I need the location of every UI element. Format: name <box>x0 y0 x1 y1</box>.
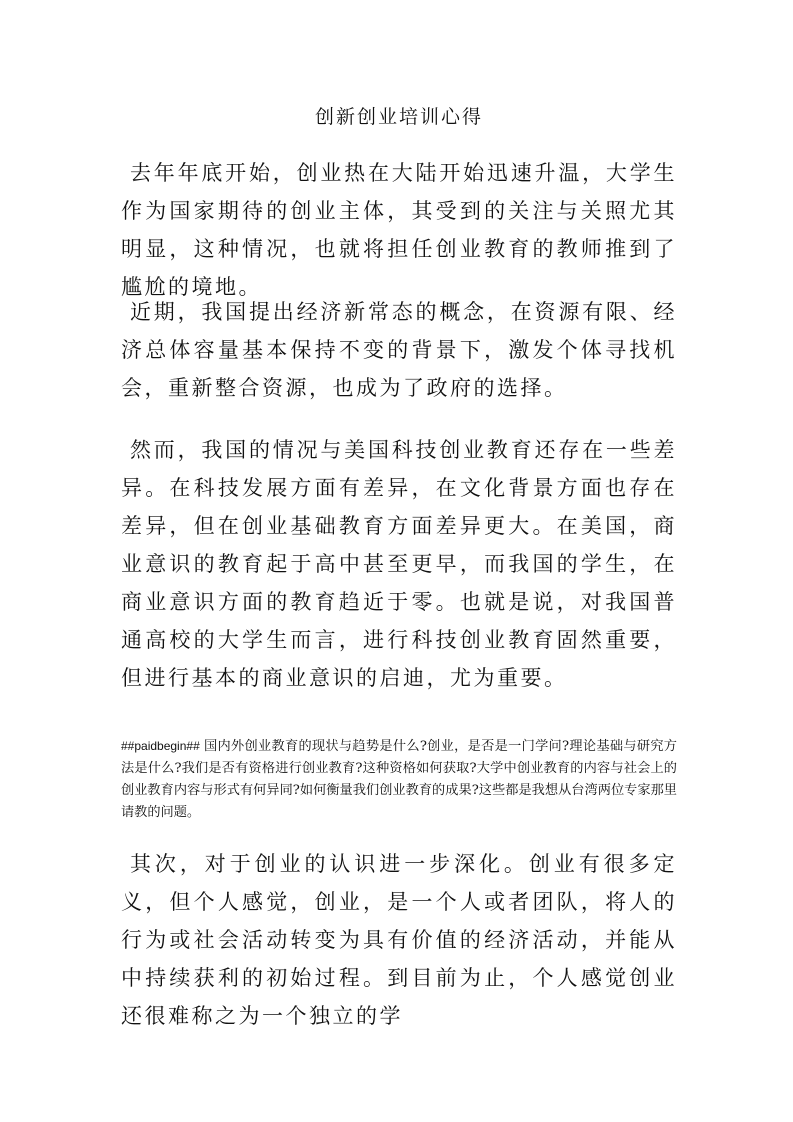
paid-begin-marker: ##paidbegin## <box>121 739 200 753</box>
document-title: 创新创业培训心得 <box>314 106 483 128</box>
small-print-paragraph <box>121 735 677 824</box>
small-print-text: 国内外创业教育的现状与趋势是什么?创业，是否是一门学问?理论基础与研究方法是什么?我们是否有资格进行创业教育?这种资格如何获取?大学中创业教育的内容与社会上的创业教育内容与形式有何异同?如何衡量我们创业教育的成果?这些都是我想从台湾两位专家那里请教的问题。 <box>121 739 677 820</box>
paragraph-4: 其次，对于创业的认识进一步深化。创业有很多定义，但个人感觉，创业，是一个人或者团队，将人的行为或社会活动转变为具有价值的经济活动，并能从中持续获利的初始过程。到目前为止，个人感觉创业还很难称之为一个独立的学 <box>121 852 677 1028</box>
paragraph-3: 然而，我国的情况与美国科技创业教育还存在一些差异。在科技发展方面有差异，在文化背景方面也存在差异，但在创业基础教育方面差异更大。在美国，商业意识的教育起于高中甚至更早，而我国的学生，在商业意识方面的教育趋近于零。也就是说，对我国普通高校的大学生而言，进行科技创业教育固然重要，但进行基本的商业意识的启迪，尤为重要。 <box>121 438 677 690</box>
paragraph-1: 去年年底开始，创业热在大陆开始迅速升温，大学生作为国家期待的创业主体，其受到的关注与关照尤其明显，这种情况，也就将担任创业教育的教师推到了尴尬的境地。 <box>121 161 677 299</box>
paragraph-2: 近期，我国提出经济新常态的概念，在资源有限、经济总体容量基本保持不变的背景下，激发个体寻找机会，重新整合资源，也成为了政府的选择。 <box>121 300 677 400</box>
